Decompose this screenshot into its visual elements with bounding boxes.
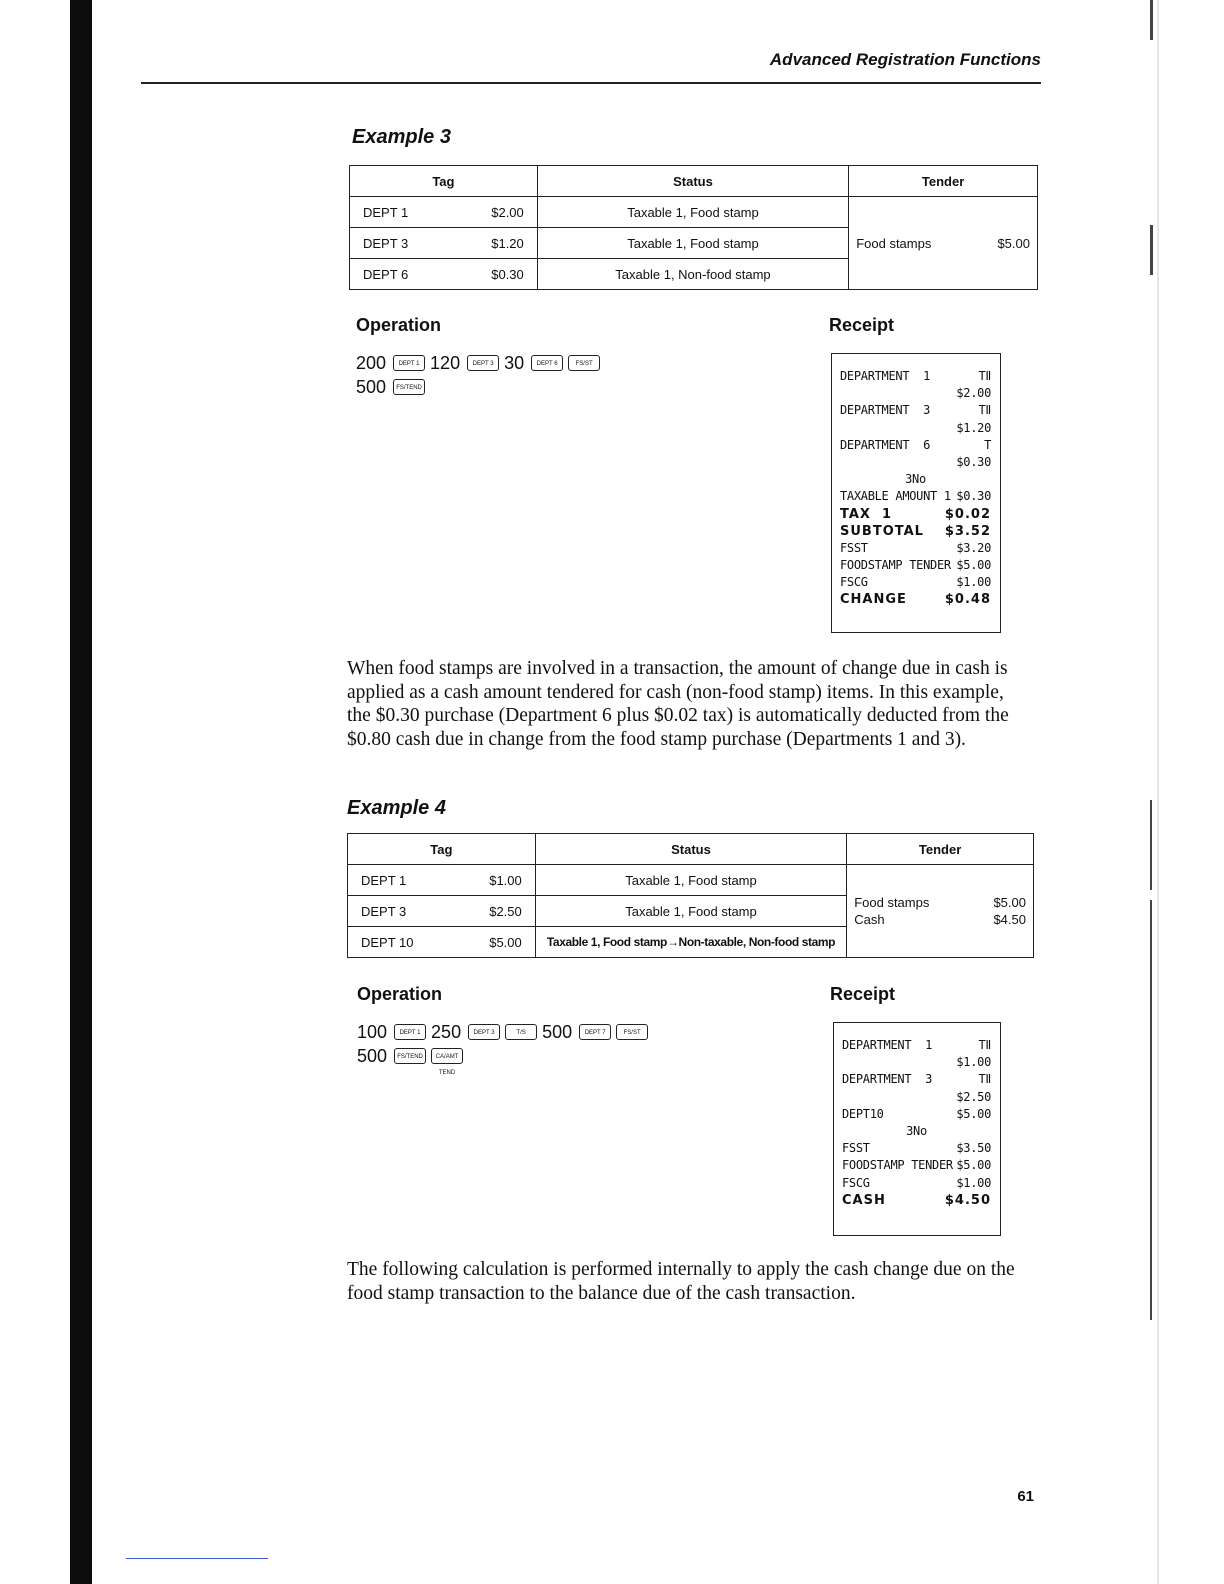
receipt-line [840, 540, 991, 557]
dept-name: DEPT 3 [361, 903, 407, 919]
dept-status: Taxable 1, Food stamp [537, 228, 848, 259]
receipt-value: $5.00 [956, 1158, 991, 1173]
receipt-value: TⅡ [978, 369, 991, 383]
dept-name: DEPT 1 [363, 204, 409, 220]
receipt-value: $4.50 [944, 1192, 991, 1208]
receipt-label: CASH [842, 1192, 886, 1208]
receipt-line [842, 1106, 991, 1123]
receipt-line [842, 1157, 991, 1174]
dept-amount: $2.00 [491, 204, 524, 220]
page-edge [1157, 0, 1159, 1584]
example-4-receipt [833, 1022, 1001, 1236]
dept-amount: $2.50 [489, 903, 522, 919]
dept-status: Taxable 1, Food stamp→Non-taxable, Non-food stamp [535, 927, 846, 958]
dept-status: Taxable 1, Food stamp [535, 896, 846, 927]
receipt-line [842, 1037, 991, 1054]
receipt-value: $5.00 [956, 1106, 991, 1121]
receipt-value: TⅡ [978, 1072, 991, 1087]
operation-sequence [357, 1020, 648, 1076]
receipt-value: $3.52 [944, 523, 991, 539]
example-3-table [349, 165, 1038, 290]
column-header-tender: Tender [847, 834, 1034, 865]
entry-number: 500 [542, 1022, 573, 1042]
receipt-line [840, 488, 991, 505]
tax-shift-key: T/S [505, 1024, 537, 1040]
column-header-tag: Tag [350, 166, 538, 197]
dept-name: DEPT 10 [361, 934, 414, 950]
dept-1-key: DEPT 1 [394, 1024, 426, 1040]
receipt-line [840, 420, 991, 437]
receipt-label: FOODSTAMP TENDER [840, 558, 951, 573]
receipt-value: $1.00 [956, 1175, 991, 1190]
receipt-label: TAX 1 [840, 506, 893, 522]
receipt-value: T [984, 437, 991, 452]
receipt-line [840, 368, 991, 385]
receipt-value: TⅡ [978, 1038, 991, 1052]
example-4-title: Example 4 [347, 797, 446, 819]
running-header: Advanced Registration Functions [769, 50, 1041, 69]
receipt-line [842, 1054, 991, 1071]
receipt-line [842, 1192, 991, 1209]
binding-edge [70, 0, 92, 1584]
receipt-value: $0.02 [944, 506, 991, 522]
receipt-label: Receipt [830, 984, 896, 1004]
receipt-line [840, 523, 991, 540]
receipt-line [840, 591, 991, 608]
receipt-line [842, 1175, 991, 1192]
column-header-status: Status [537, 166, 848, 197]
dept-status: Taxable 1, Food stamp [537, 197, 848, 228]
receipt-label: DEPARTMENT 6 [840, 437, 931, 452]
receipt-label: TAXABLE AMOUNT 1 [840, 489, 951, 504]
receipt-line [840, 506, 991, 523]
receipt-line [840, 454, 991, 471]
scan-mark [1150, 225, 1153, 275]
tender-amount: $4.50 [993, 912, 1026, 927]
operation-label: Operation [357, 984, 443, 1004]
table-row [350, 197, 1038, 228]
column-header-tender: Tender [849, 166, 1038, 197]
receipt-value: $0.30 [956, 454, 991, 469]
receipt-line [842, 1071, 991, 1088]
receipt-label: DEPT10 [842, 1106, 884, 1121]
entry-number: 500 [357, 1046, 388, 1066]
receipt-label: DEPARTMENT 1 [842, 1038, 933, 1052]
receipt-line [840, 574, 991, 591]
header-rule [141, 82, 1041, 84]
receipt-value: $2.00 [956, 386, 991, 401]
table-row [348, 865, 1034, 896]
tender-label: Cash [854, 912, 885, 927]
scan-mark [1150, 0, 1153, 40]
example-4-table [347, 833, 1034, 958]
page-number: 61 [1017, 1488, 1034, 1505]
receipt-value: $0.30 [956, 489, 991, 504]
receipt-label: FSST [840, 540, 868, 555]
receipt-value: $0.48 [944, 592, 991, 608]
dept-amount: $1.20 [491, 235, 524, 251]
receipt-value: $5.00 [956, 558, 991, 573]
receipt-line [840, 437, 991, 454]
dept-status: Taxable 1, Non-food stamp [537, 259, 848, 290]
receipt-line [842, 1140, 991, 1157]
receipt-label: FOODSTAMP TENDER [842, 1158, 953, 1173]
receipt-label: SUBTOTAL [840, 523, 924, 539]
receipt-line [842, 1089, 991, 1106]
fs-tend-key: FS/TEND [393, 379, 425, 395]
receipt-line [840, 557, 991, 574]
footer-rule [126, 1558, 268, 1559]
receipt-value: $3.50 [956, 1141, 991, 1156]
receipt-line [840, 471, 991, 488]
entry-number: 30 [504, 353, 525, 373]
example-3-title: Example 3 [352, 126, 451, 148]
scan-mark [1150, 900, 1152, 1320]
entry-number: 100 [357, 1022, 388, 1042]
tender-cell [847, 865, 1034, 958]
receipt-label: Receipt [829, 315, 895, 335]
tender-label: Food stamps [856, 235, 932, 251]
receipt-text: 3No [905, 472, 926, 487]
receipt-label: FSST [842, 1141, 870, 1156]
entry-number: 120 [430, 353, 461, 373]
dept-1-key: DEPT 1 [393, 355, 425, 371]
dept-7-key: DEPT 7 [579, 1024, 611, 1040]
receipt-value: $1.20 [956, 420, 991, 435]
receipt-label: CHANGE [840, 592, 907, 608]
receipt-line [840, 385, 991, 402]
dept-6-key: DEPT 6 [531, 355, 563, 371]
receipt-line [840, 402, 991, 419]
receipt-value: TⅡ [978, 403, 991, 418]
receipt-label: FSCG [842, 1175, 870, 1190]
dept-amount: $0.30 [491, 266, 524, 282]
receipt-line [842, 1123, 991, 1140]
dept-name: DEPT 1 [361, 872, 407, 888]
receipt-label: FSCG [840, 575, 868, 590]
operation-sequence [356, 351, 600, 399]
entry-number: 250 [431, 1022, 462, 1042]
tender-cell [849, 197, 1038, 290]
ca-amt-tend-key: CA/AMT TEND [431, 1048, 463, 1064]
receipt-label: DEPARTMENT 1 [840, 369, 931, 383]
operation-label: Operation [356, 315, 442, 335]
dept-3-key: DEPT 3 [467, 355, 499, 371]
column-header-tag: Tag [348, 834, 536, 865]
receipt-value: $3.20 [956, 540, 991, 555]
tender-label: Food stamps [854, 895, 930, 910]
receipt-value: $1.00 [956, 575, 991, 590]
fs-tend-key: FS/TEND [394, 1048, 426, 1064]
example-3-receipt [831, 353, 1001, 633]
scan-mark [1150, 800, 1152, 890]
receipt-label: DEPARTMENT 3 [842, 1072, 933, 1087]
dept-status: Taxable 1, Food stamp [535, 865, 846, 896]
fs-st-key: FS/ST [616, 1024, 648, 1040]
tender-amount: $5.00 [993, 895, 1026, 910]
example-3-paragraph: When food stamps are involved in a transaction, the amount of change due in cash is applied as a cash amount tendered for cash (non-food stamp) items. In this example, the $0.30 purchase (Department 6 plus $0.02 tax) is automatically deducted from the $0.80 cash due in change from the food stamp purchase (Departments 1 and 3). [347, 658, 1009, 751]
dept-amount: $5.00 [489, 934, 522, 950]
receipt-text: 3No [906, 1123, 927, 1138]
receipt-value: $2.50 [956, 1089, 991, 1104]
example-4-paragraph: The following calculation is performed internally to apply the cash change due on the food stamp transaction to the balance due of the cash transaction. [347, 1259, 1015, 1304]
fs-st-key: FS/ST [568, 355, 600, 371]
receipt-value: $1.00 [956, 1055, 991, 1070]
entry-number: 500 [356, 377, 387, 397]
receipt-label: DEPARTMENT 3 [840, 403, 931, 418]
dept-name: DEPT 6 [363, 266, 409, 282]
entry-number: 200 [356, 353, 387, 373]
dept-3-key: DEPT 3 [468, 1024, 500, 1040]
column-header-status: Status [535, 834, 846, 865]
dept-amount: $1.00 [489, 872, 522, 888]
tender-amount: $5.00 [997, 235, 1030, 251]
dept-name: DEPT 3 [363, 235, 409, 251]
